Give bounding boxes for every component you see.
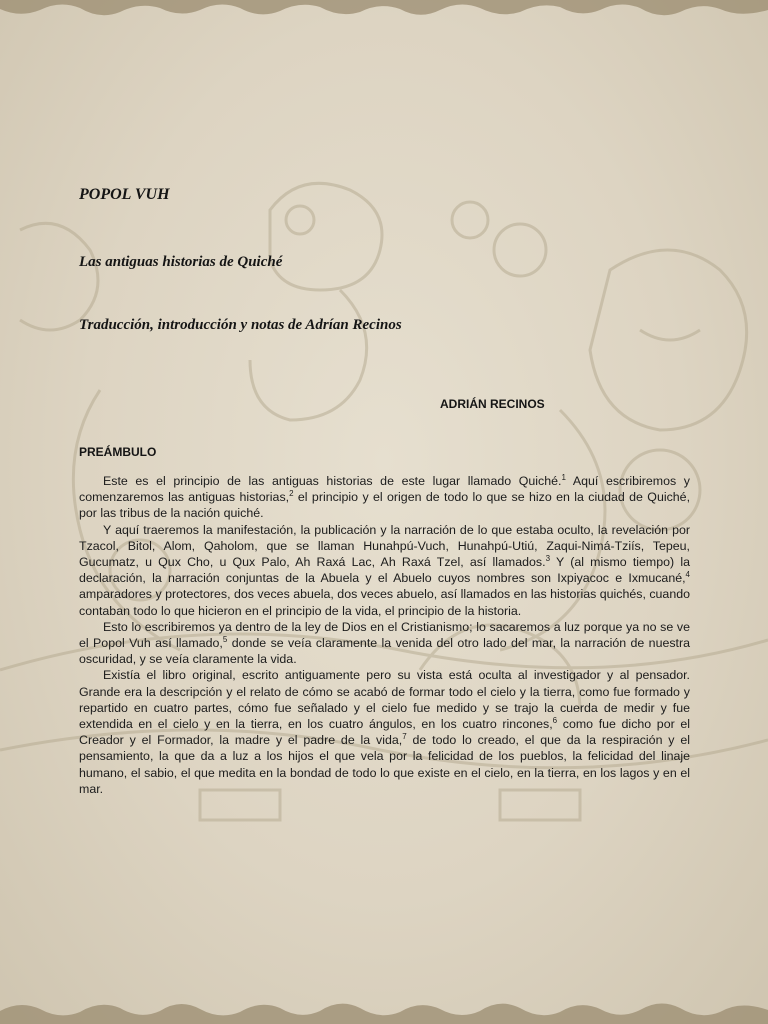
paragraph-text: de todo lo creado, el que da la respiración y el pensamiento, la que da a luz a los hijos el que vela por la felicidad de los pueblos, la felicidad del linaje humano, el sabio, el que medita en la bondad de todo lo que existe en el cielo, en la tierra, en los lagos y en el mar. <box>79 733 690 796</box>
paragraph-text: Existía el libro original, escrito antiguamente pero su vista está oculta al investigador y al pensador. Grande era la descripción y el relato de cómo se acabó de formar todo el cielo y la tierra, como fue formado y repartido en cuatro partes, cómo fue señalado y el cielo fue medido y se trajo la cuerda de medir y fue extendida en el cielo y en la tierra, en los cuatro ángulos, en los cuatro rincones, <box>79 668 690 732</box>
paragraph-text: Aquí escribiremos y comenzaremos las antiguas historias, <box>79 474 690 505</box>
section-heading: PREÁMBULO <box>79 445 157 459</box>
body-paragraph <box>79 522 690 619</box>
translation-credit: Traducción, introducción y notas de Adrían Recinos <box>79 317 402 333</box>
footnote-marker[interactable]: 3 <box>545 554 551 564</box>
footnote-marker[interactable]: 4 <box>685 570 690 580</box>
author-name: ADRIÁN RECINOS <box>440 397 545 411</box>
paragraph-text: amparadores y protectores, dos veces abuela, dos veces abuelo, así llamados en las historias quichés, cuando contaban todo lo que hicieron en el principio de la vida, el principio de la historia. <box>79 587 690 618</box>
paragraph-text: donde se veía claramente la venida del otro lado del mar, la narración de nuestra oscuridad, y se veía claramente la vida. <box>79 636 691 667</box>
torn-top-edge <box>0 0 768 40</box>
paragraph-text: Y (al mismo tiempo) la declaración, la narración conjuntas de la Abuela y el Abuelo cuyos nombres son Ixpiyacoc e Ixmucané, <box>79 555 690 586</box>
paragraph-text: el principio y el origen de todo lo que se hizo en la ciudad de Quiché, por las tribus de la nación quiché. <box>79 490 691 521</box>
body-paragraph <box>79 473 690 522</box>
footnote-marker[interactable]: 7 <box>402 732 407 742</box>
preamble-body <box>79 473 690 797</box>
paragraph-text: como fue dicho por el Creador y el Formador, la madre y el padre de la vida, <box>79 717 690 748</box>
book-subtitle: Las antiguas historias de Quiché <box>79 254 283 270</box>
footnote-marker[interactable]: 2 <box>289 489 294 499</box>
book-title: POPOL VUH <box>79 186 170 203</box>
footnote-marker[interactable]: 5 <box>222 635 228 645</box>
paragraph-text: Este es el principio de las antiguas historias de este lugar llamado Quiché. <box>103 474 562 488</box>
body-paragraph <box>79 667 690 797</box>
footnote-marker[interactable]: 6 <box>552 716 558 726</box>
footnote-marker[interactable]: 1 <box>561 473 566 482</box>
paragraph-text: Y aquí traeremos la manifestación, la publicación y la narración de lo que estaba oculto, la revelación por Tzacol, Bitol, Alom, Qaholom, que se llaman Hunahpú-Vuch, Hunahpú-Utiú, Zaqui-Nimá-Tziís, Tepeu, Gucumatz, u Qux Cho, u Qux Palo, Ah Raxá Lac, Ah Raxá Tzel, así llamados. <box>79 522 690 570</box>
body-paragraph <box>79 619 690 668</box>
torn-bottom-edge <box>0 984 768 1024</box>
paragraph-text: Esto lo escribiremos ya dentro de la ley de Dios en el Cristianismo; lo sacaremos a luz porque ya no se ve el Popol Vuh así llamado, <box>79 619 690 651</box>
